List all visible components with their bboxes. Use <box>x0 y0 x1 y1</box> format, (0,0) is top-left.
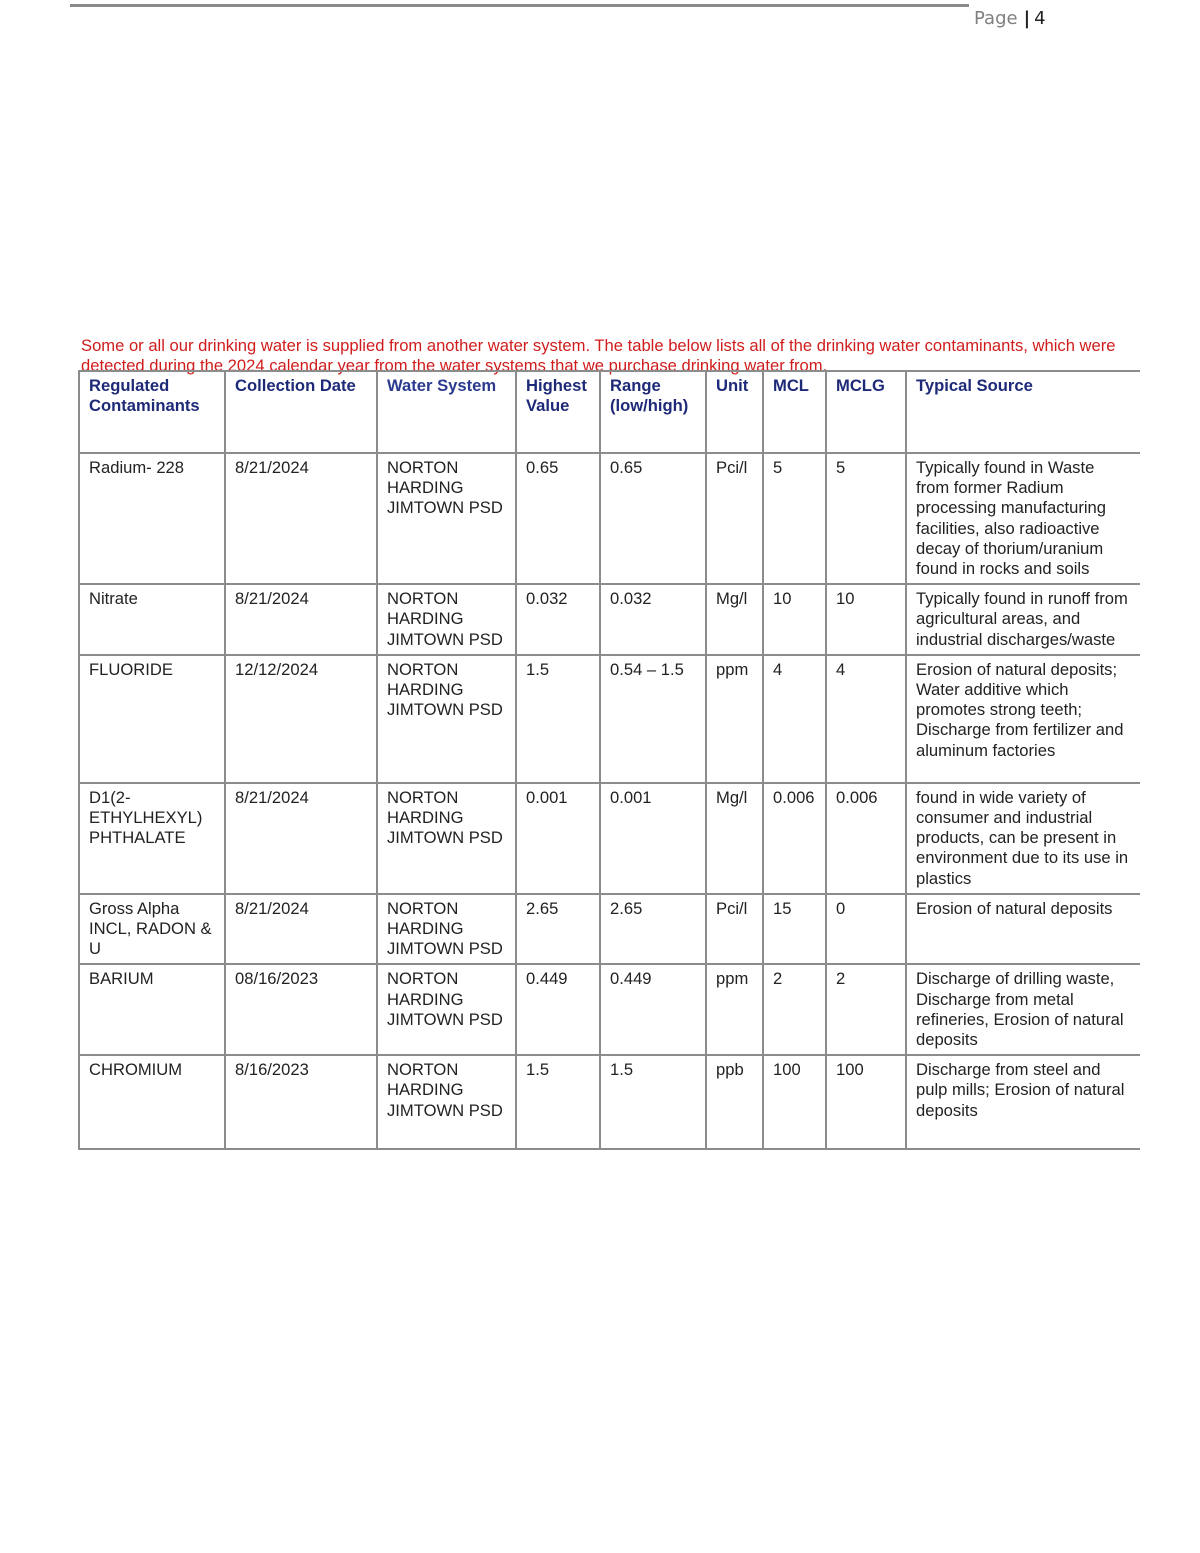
cell-mclg: 0.006 <box>826 783 906 894</box>
cell-mclg: 5 <box>826 453 906 584</box>
cell-range: 0.54 – 1.5 <box>600 655 706 783</box>
cell-collection-date: 12/12/2024 <box>225 655 377 783</box>
cell-typical-source: Erosion of natural deposits; Water additive which promotes strong teeth; Discharge from fertilizer and aluminum factories <box>906 655 1140 783</box>
cell-collection-date: 8/21/2024 <box>225 453 377 584</box>
cell-water-system: NORTON HARDING JIMTOWN PSD <box>377 783 516 894</box>
cell-mcl: 15 <box>763 894 826 965</box>
cell-unit: Mg/l <box>706 584 763 655</box>
cell-typical-source: Typically found in runoff from agricultural areas, and industrial discharges/waste <box>906 584 1140 655</box>
cell-range: 2.65 <box>600 894 706 965</box>
cell-water-system: NORTON HARDING JIMTOWN PSD <box>377 894 516 965</box>
col-header-mcl: MCL <box>763 371 826 453</box>
table-row <box>79 894 1140 965</box>
table-row <box>79 1055 1140 1149</box>
cell-contaminant: Gross Alpha INCL, RADON & U <box>79 894 225 965</box>
table-row <box>79 655 1140 783</box>
cell-typical-source: Typically found in Waste from former Radium processing manufacturing facilities, also radioactive decay of thorium/uranium found in rocks and soils <box>906 453 1140 584</box>
col-header-unit: Unit <box>706 371 763 453</box>
col-header-mclg: MCLG <box>826 371 906 453</box>
col-header-typical-source: Typical Source <box>906 371 1140 453</box>
header-rule <box>70 4 969 7</box>
cell-mclg: 2 <box>826 964 906 1055</box>
cell-range: 0.65 <box>600 453 706 584</box>
cell-mcl: 10 <box>763 584 826 655</box>
cell-mcl: 5 <box>763 453 826 584</box>
cell-contaminant: BARIUM <box>79 964 225 1055</box>
col-header-range: Range (low/high) <box>600 371 706 453</box>
table-header-row <box>79 371 1140 453</box>
table-row <box>79 584 1140 655</box>
cell-typical-source: Discharge of drilling waste, Discharge from metal refineries, Erosion of natural deposits <box>906 964 1140 1055</box>
contaminants-table <box>78 370 1140 1150</box>
cell-mclg: 10 <box>826 584 906 655</box>
cell-mcl: 2 <box>763 964 826 1055</box>
cell-highest-value: 0.65 <box>516 453 600 584</box>
cell-contaminant: FLUORIDE <box>79 655 225 783</box>
col-header-collection-date: Collection Date <box>225 371 377 453</box>
table-row <box>79 453 1140 584</box>
cell-unit: ppm <box>706 655 763 783</box>
cell-unit: Pci/l <box>706 894 763 965</box>
cell-mcl: 4 <box>763 655 826 783</box>
cell-water-system: NORTON HARDING JIMTOWN PSD <box>377 584 516 655</box>
page-number <box>974 8 1046 29</box>
cell-collection-date: 8/16/2023 <box>225 1055 377 1149</box>
table-row <box>79 783 1140 894</box>
cell-range: 0.032 <box>600 584 706 655</box>
cell-unit: ppm <box>706 964 763 1055</box>
page-label: Page <box>974 8 1018 29</box>
cell-unit: Mg/l <box>706 783 763 894</box>
cell-typical-source: found in wide variety of consumer and industrial products, can be present in environment due to its use in plastics <box>906 783 1140 894</box>
cell-mclg: 4 <box>826 655 906 783</box>
page-separator: | <box>1023 8 1031 29</box>
cell-contaminant: Nitrate <box>79 584 225 655</box>
cell-contaminant: CHROMIUM <box>79 1055 225 1149</box>
intro-paragraph: Some or all our drinking water is supplied from another water system. The table below lists all of the drinking water contaminants, which were detected during the 2024 calendar year from the water systems that we purchase drinking water from. <box>81 335 1116 375</box>
cell-highest-value: 2.65 <box>516 894 600 965</box>
cell-unit: ppb <box>706 1055 763 1149</box>
cell-water-system: NORTON HARDING JIMTOWN PSD <box>377 964 516 1055</box>
cell-water-system: NORTON HARDING JIMTOWN PSD <box>377 1055 516 1149</box>
cell-collection-date: 8/21/2024 <box>225 783 377 894</box>
cell-highest-value: 0.449 <box>516 964 600 1055</box>
cell-contaminant: D1(2-ETHYLHEXYL) PHTHALATE <box>79 783 225 894</box>
cell-typical-source: Erosion of natural deposits <box>906 894 1140 965</box>
cell-water-system: NORTON HARDING JIMTOWN PSD <box>377 453 516 584</box>
cell-unit: Pci/l <box>706 453 763 584</box>
cell-range: 0.449 <box>600 964 706 1055</box>
cell-water-system: NORTON HARDING JIMTOWN PSD <box>377 655 516 783</box>
cell-range: 0.001 <box>600 783 706 894</box>
cell-mcl: 0.006 <box>763 783 826 894</box>
cell-range: 1.5 <box>600 1055 706 1149</box>
col-header-water-system: Water System <box>377 371 516 453</box>
cell-collection-date: 8/21/2024 <box>225 894 377 965</box>
cell-contaminant: Radium- 228 <box>79 453 225 584</box>
col-header-highest-value: Highest Value <box>516 371 600 453</box>
cell-collection-date: 8/21/2024 <box>225 584 377 655</box>
cell-mclg: 0 <box>826 894 906 965</box>
table-row <box>79 964 1140 1055</box>
cell-highest-value: 0.032 <box>516 584 600 655</box>
cell-mclg: 100 <box>826 1055 906 1149</box>
cell-highest-value: 0.001 <box>516 783 600 894</box>
col-header-contaminant: Regulated Contaminants <box>79 371 225 453</box>
cell-collection-date: 08/16/2023 <box>225 964 377 1055</box>
cell-mcl: 100 <box>763 1055 826 1149</box>
cell-highest-value: 1.5 <box>516 655 600 783</box>
cell-highest-value: 1.5 <box>516 1055 600 1149</box>
cell-typical-source: Discharge from steel and pulp mills; Erosion of natural deposits <box>906 1055 1140 1149</box>
page-number-value: 4 <box>1034 8 1046 29</box>
